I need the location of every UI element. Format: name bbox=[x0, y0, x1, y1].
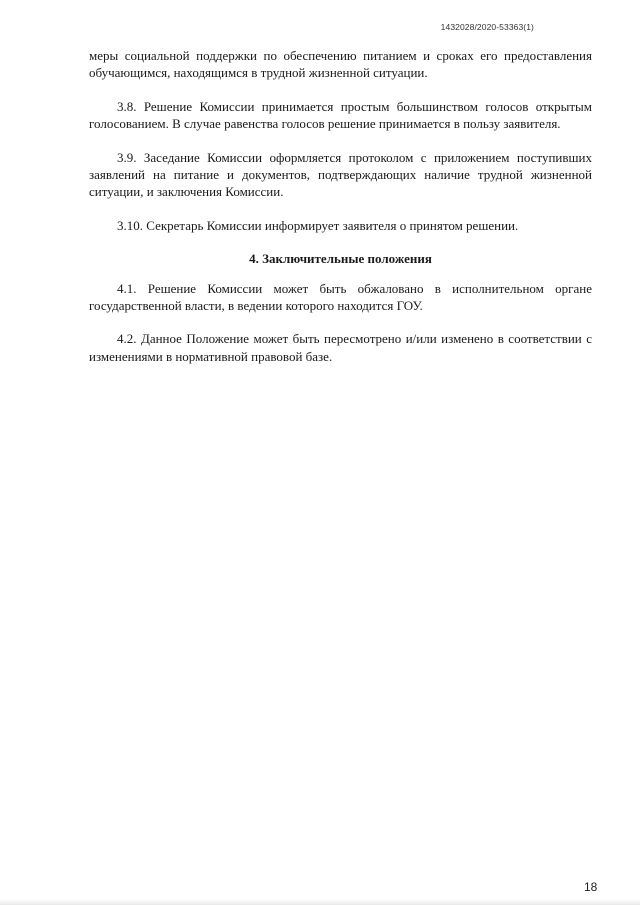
paragraph-4-2: 4.2. Данное Положение может быть пересмотрено и/или изменено в соответствии с изменениями в нормативной правовой базе. bbox=[89, 331, 592, 364]
paragraph-3-8: 3.8. Решение Комиссии принимается простым большинством голосов открытым голосованием. В случае равенства голосов решение принимается в пользу заявителя. bbox=[89, 98, 592, 132]
page-number: 18 bbox=[584, 880, 598, 894]
document-id: 1432028/2020-53363(1) bbox=[440, 22, 534, 32]
paragraph-3-9: 3.9. Заседание Комиссии оформляется протоколом с приложением поступивших заявлений на питание и документов, подтверждающих наличие трудной жизненной ситуации, и заключения Комиссии. bbox=[89, 149, 592, 200]
scan-bottom-edge bbox=[0, 899, 640, 905]
document-body bbox=[89, 47, 592, 381]
paragraph-3-10: 3.10. Секретарь Комиссии информирует заявителя о принятом решении. bbox=[117, 217, 519, 233]
paragraph-4-1: 4.1. Решение Комиссии может быть обжаловано в исполнительном органе государственной власти, в ведении которого находится ГОУ. bbox=[89, 280, 592, 314]
section-heading: 4. Заключительные положения bbox=[249, 251, 432, 267]
paragraph-continuation: меры социальной поддержки по обеспечению питанием и сроках его предоставления обучающимся, находящимся в трудной жизненной ситуации. bbox=[89, 48, 592, 81]
